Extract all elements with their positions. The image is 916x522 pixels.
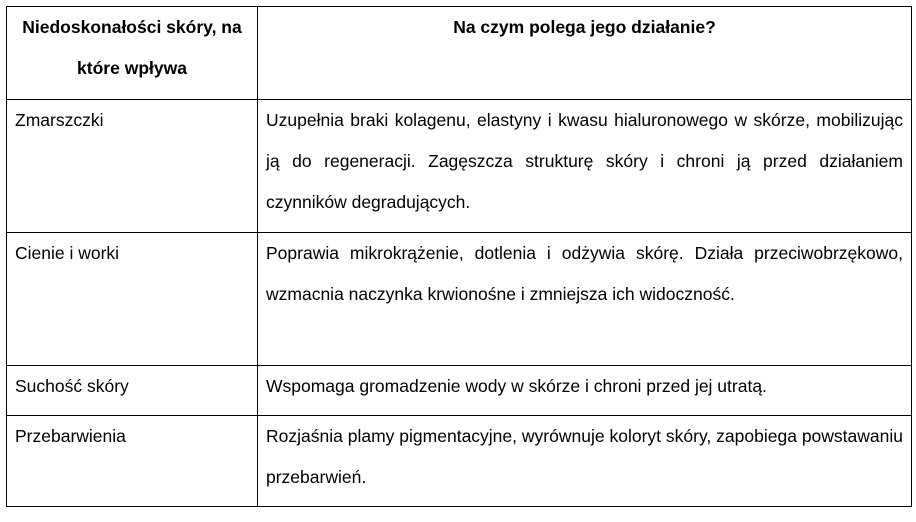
imperfection-name: Cienie i worki xyxy=(15,243,120,263)
action-description-cell xyxy=(258,100,912,233)
action-description-cell xyxy=(258,366,912,416)
imperfection-name-cell xyxy=(7,416,258,507)
action-description-cell xyxy=(258,233,912,366)
imperfection-name: Suchość skóry xyxy=(15,376,129,396)
table-header-row xyxy=(7,7,912,100)
action-description: Uzupełnia braki kolagenu, elastyny i kwasu hialuronowego w skórze, mobilizując ją do regeneracji. Zagęszcza strukturę skóry i chroni ją przed działaniem czynników degradujących. xyxy=(266,110,903,212)
action-description: Rozjaśnia plamy pigmentacyjne, wyrównuje koloryt skóry, zapobiega powstawaniu przebarwień. xyxy=(266,426,903,487)
column-header-imperfections xyxy=(7,7,258,100)
table-row xyxy=(7,416,912,507)
action-description: Poprawia mikrokrążenie, dotlenia i odżywia skórę. Działa przeciwobrzękowo, wzmacnia naczynka krwionośne i zmniejsza ich widoczność. xyxy=(266,243,903,304)
imperfection-name: Przebarwienia xyxy=(15,426,126,446)
table-row xyxy=(7,366,912,416)
table-row xyxy=(7,233,912,366)
action-description-cell xyxy=(258,416,912,507)
imperfection-name-cell xyxy=(7,366,258,416)
column-header-action xyxy=(258,7,912,100)
table-row xyxy=(7,100,912,233)
imperfection-name: Zmarszczki xyxy=(15,110,104,130)
imperfection-name-cell xyxy=(7,233,258,366)
column-header-imperfections-label: Niedoskonałości skóry, na które wpływa xyxy=(22,17,242,78)
imperfection-name-cell xyxy=(7,100,258,233)
skin-imperfections-table xyxy=(6,6,912,507)
action-description: Wspomaga gromadzenie wody w skórze i chroni przed jej utratą. xyxy=(266,376,767,396)
column-header-action-label: Na czym polega jego działanie? xyxy=(453,17,716,37)
